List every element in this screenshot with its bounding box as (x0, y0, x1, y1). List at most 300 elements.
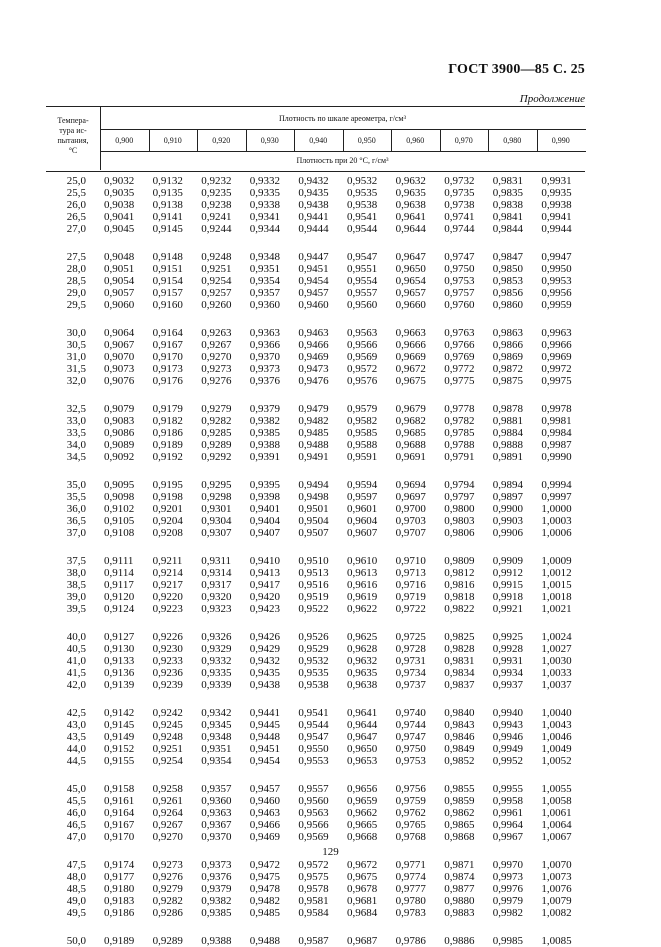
density-cell: 0,9151 (152, 263, 183, 275)
density-cell: 0,9641 (347, 707, 378, 719)
density-cell: 0,9891 (492, 451, 524, 463)
temperature-cell: 28,0 (66, 263, 86, 275)
density-cell: 0,9083 (104, 415, 135, 427)
density-cell: 1,0040 (541, 707, 572, 719)
density-cell: 0,9979 (492, 895, 524, 907)
temperature-cell: 27,5 (66, 251, 86, 263)
density-cell: 0,9877 (444, 883, 475, 895)
density-cell: 0,9812 (444, 567, 475, 579)
density-cell: 0,9756 (395, 783, 426, 795)
density-cell: 0,9445 (249, 719, 281, 731)
density-cell: 0,9173 (152, 363, 183, 375)
density-cell: 0,9774 (395, 871, 426, 883)
density-cell: 0,9120 (104, 591, 135, 603)
density-cell: 0,9276 (152, 871, 183, 883)
density-cell: 0,9797 (444, 491, 475, 503)
density-cell: 0,9420 (249, 591, 281, 603)
density-cell: 0,9079 (104, 403, 135, 415)
density-cell: 0,9970 (492, 859, 524, 871)
density-cell: 0,9931 (492, 655, 524, 667)
temperature-cell: 42,0 (66, 679, 86, 691)
density-cell: 0,9800 (444, 503, 475, 515)
density-cell: 0,9547 (298, 731, 329, 743)
column-header: 0,930 (260, 136, 279, 145)
table-row (46, 503, 585, 515)
density-cell: 0,9263 (201, 327, 232, 339)
temperature-cell: 32,0 (66, 375, 86, 387)
density-cell: 0,9239 (152, 679, 183, 691)
table-row (46, 427, 585, 439)
density-cell: 0,9098 (104, 491, 135, 503)
density-cell: 1,0024 (541, 631, 572, 643)
density-cell: 0,9653 (347, 755, 378, 767)
table-row (46, 567, 585, 579)
temperature-cell: 31,5 (66, 363, 86, 375)
density-cell: 0,9526 (298, 631, 329, 643)
density-cell: 0,9628 (347, 643, 378, 655)
density-cell: 0,9647 (347, 731, 378, 743)
density-cell: 0,9264 (152, 807, 183, 819)
temperature-cell: 38,5 (66, 579, 86, 591)
density-cell: 0,9853 (492, 275, 524, 287)
density-cell: 0,9588 (347, 439, 378, 451)
density-cell: 0,9594 (347, 479, 378, 491)
density-cell: 0,9685 (395, 427, 426, 439)
density-cell: 0,9441 (249, 707, 281, 719)
density-cell: 0,9466 (298, 339, 329, 351)
density-cell: 0,9217 (152, 579, 183, 591)
density-cell: 0,9847 (492, 251, 524, 263)
density-cell: 0,9656 (347, 783, 378, 795)
density-cell: 0,9554 (347, 275, 378, 287)
density-cell: 0,9560 (347, 299, 378, 311)
density-cell: 0,9519 (298, 591, 329, 603)
density-cell: 0,9731 (395, 655, 426, 667)
density-cell: 0,9866 (492, 339, 524, 351)
density-cell: 0,9041 (104, 211, 135, 223)
column-header: 0,970 (454, 136, 473, 145)
density-cell: 0,9579 (347, 403, 378, 415)
density-cell: 0,9707 (395, 527, 426, 539)
table-row (46, 603, 585, 615)
table-row (46, 275, 585, 287)
density-cell: 0,9469 (298, 351, 329, 363)
temperature-cell: 39,5 (66, 603, 86, 615)
temperature-cell: 42,5 (66, 707, 86, 719)
density-cell: 0,9719 (395, 591, 426, 603)
density-cell: 0,9657 (395, 287, 426, 299)
temperature-cell: 45,0 (66, 783, 86, 795)
table-row (46, 795, 585, 807)
density-cell: 0,9251 (152, 743, 183, 755)
density-cell: 0,9167 (152, 339, 183, 351)
temperature-cell: 25,0 (66, 175, 86, 187)
table-row (46, 375, 585, 387)
density-cell: 0,9155 (104, 755, 135, 767)
density-cell: 0,9413 (249, 567, 281, 579)
density-cell: 0,9551 (347, 263, 378, 275)
density-cell: 0,9868 (444, 831, 475, 843)
density-cell: 0,9245 (152, 719, 183, 731)
temperature-cell: 31,0 (66, 351, 86, 363)
density-cell: 0,9258 (152, 783, 183, 795)
density-cell: 0,9641 (395, 211, 426, 223)
density-cell: 0,9488 (249, 935, 281, 947)
density-cell: 0,9632 (395, 175, 426, 187)
density-cell: 0,9838 (492, 199, 524, 211)
density-cell: 0,9532 (347, 175, 378, 187)
density-cell: 1,0085 (541, 935, 572, 947)
temperature-cell: 34,5 (66, 451, 86, 463)
density-cell: 0,9735 (444, 187, 475, 199)
density-cell: 0,9479 (298, 403, 329, 415)
column-divider (537, 129, 538, 151)
density-cell: 0,9934 (492, 667, 524, 679)
density-cell: 0,9067 (104, 339, 135, 351)
column-divider (440, 129, 441, 151)
density-cell: 0,9665 (347, 819, 378, 831)
density-cell: 0,9703 (395, 515, 426, 527)
density-cell: 0,9448 (249, 731, 281, 743)
density-cell: 0,9935 (541, 187, 572, 199)
density-cell: 0,9341 (249, 211, 281, 223)
density-cell: 1,0046 (541, 731, 572, 743)
density-cell: 0,9906 (492, 527, 524, 539)
density-cell: 0,9170 (104, 831, 135, 843)
density-cell: 0,9158 (104, 783, 135, 795)
density-cell: 0,9529 (298, 643, 329, 655)
density-cell: 0,9236 (152, 667, 183, 679)
density-cell: 0,9451 (298, 263, 329, 275)
density-cell: 0,9843 (444, 719, 475, 731)
density-cell: 0,9232 (201, 175, 232, 187)
density-cell: 0,9366 (249, 339, 281, 351)
density-cell: 0,9915 (492, 579, 524, 591)
density-cell: 0,9883 (444, 907, 475, 919)
table-row (46, 175, 585, 187)
density-cell: 0,9762 (395, 807, 426, 819)
density-cell: 0,9388 (249, 439, 281, 451)
temperature-cell: 26,0 (66, 199, 86, 211)
density-cell: 0,9946 (492, 731, 524, 743)
density-cell: 0,9659 (347, 795, 378, 807)
density-cell: 1,0061 (541, 807, 572, 819)
temperature-cell: 25,5 (66, 187, 86, 199)
temperature-header-line: Темпера- (57, 116, 89, 125)
density-cell: 0,9663 (395, 327, 426, 339)
density-cell: 0,9060 (104, 299, 135, 311)
density-cell: 0,9235 (201, 187, 232, 199)
density-cell: 0,9697 (395, 491, 426, 503)
density-cell: 0,9472 (249, 859, 281, 871)
density-cell: 0,9444 (298, 223, 329, 235)
table-row (46, 591, 585, 603)
density-cell: 0,9177 (104, 871, 135, 883)
temperature-cell: 44,0 (66, 743, 86, 755)
density-cell: 1,0082 (541, 907, 572, 919)
temperature-cell: 27,0 (66, 223, 86, 235)
density-cell: 0,9809 (444, 555, 475, 567)
table-row (46, 907, 585, 919)
density-cell: 0,9566 (347, 339, 378, 351)
table-row (46, 403, 585, 415)
column-header: 0,980 (503, 136, 522, 145)
density-cell: 0,9763 (444, 327, 475, 339)
density-cell: 0,9984 (541, 427, 572, 439)
density-cell: 0,9538 (298, 679, 329, 691)
density-cell: 0,9888 (492, 439, 524, 451)
density-cell: 0,9688 (395, 439, 426, 451)
density-cell: 0,9616 (347, 579, 378, 591)
density-cell: 0,9045 (104, 223, 135, 235)
density-cell: 0,9504 (298, 515, 329, 527)
density-cell: 0,9859 (444, 795, 475, 807)
density-cell: 0,9482 (249, 895, 281, 907)
density-cell: 0,9351 (201, 743, 232, 755)
temperature-cell: 37,5 (66, 555, 86, 567)
density-cell: 0,9432 (298, 175, 329, 187)
density-cell: 0,9850 (492, 263, 524, 275)
density-cell: 0,9700 (395, 503, 426, 515)
density-cell: 0,9473 (298, 363, 329, 375)
density-cell: 0,9741 (444, 211, 475, 223)
density-cell: 0,9298 (201, 491, 232, 503)
density-cell: 0,9666 (395, 339, 426, 351)
table-row (46, 831, 585, 843)
density-cell: 0,9076 (104, 375, 135, 387)
density-cell: 0,9348 (201, 731, 232, 743)
density-cell: 0,9786 (395, 935, 426, 947)
density-cell: 0,9769 (444, 351, 475, 363)
table-row (46, 707, 585, 719)
density-cell: 0,9475 (249, 871, 281, 883)
density-cell: 0,9035 (104, 187, 135, 199)
density-cell: 0,9466 (249, 819, 281, 831)
density-cell: 1,0027 (541, 643, 572, 655)
density-cell: 0,9825 (444, 631, 475, 643)
table-row (46, 731, 585, 743)
temperature-cell: 50,0 (66, 935, 86, 947)
temperature-cell: 49,5 (66, 907, 86, 919)
temperature-column-header (46, 116, 100, 156)
column-header: 0,990 (551, 136, 570, 145)
density-cell: 0,9073 (104, 363, 135, 375)
density-cell: 0,9931 (541, 175, 572, 187)
temperature-cell: 43,5 (66, 731, 86, 743)
density-cell: 0,9947 (541, 251, 572, 263)
density-cell: 0,9969 (541, 351, 572, 363)
density-cell: 0,9354 (201, 755, 232, 767)
density-cell: 0,9482 (298, 415, 329, 427)
table-row (46, 363, 585, 375)
density-cell: 0,9382 (249, 415, 281, 427)
density-cell: 0,9782 (444, 415, 475, 427)
density-cell: 0,9576 (347, 375, 378, 387)
density-cell: 1,0070 (541, 859, 572, 871)
density-cell: 0,9385 (201, 907, 232, 919)
density-cell: 0,9357 (201, 783, 232, 795)
density-cell: 0,9943 (492, 719, 524, 731)
density-cell: 1,0058 (541, 795, 572, 807)
density-cell: 0,9102 (104, 503, 135, 515)
density-cell: 0,9557 (298, 783, 329, 795)
density-cell: 0,9964 (492, 819, 524, 831)
density-cell: 0,9760 (444, 299, 475, 311)
density-cell: 0,9572 (298, 859, 329, 871)
density-cell: 1,0009 (541, 555, 572, 567)
density-cell: 0,9373 (201, 859, 232, 871)
density-cell: 0,9682 (395, 415, 426, 427)
density-cell: 0,9289 (152, 935, 183, 947)
density-cell: 0,9846 (444, 731, 475, 743)
density-cell: 0,9211 (152, 555, 183, 567)
density-cell: 0,9108 (104, 527, 135, 539)
density-cell: 0,9220 (152, 591, 183, 603)
density-cell: 0,9130 (104, 643, 135, 655)
density-cell: 0,9382 (201, 895, 232, 907)
density-cell: 0,9940 (492, 707, 524, 719)
temperature-cell: 48,5 (66, 883, 86, 895)
density-cell: 0,9208 (152, 527, 183, 539)
column-header: 0,950 (357, 136, 376, 145)
density-cell: 0,9460 (298, 299, 329, 311)
density-cell: 0,9064 (104, 327, 135, 339)
table-row (46, 819, 585, 831)
density-cell: 0,9766 (444, 339, 475, 351)
density-cell: 0,9182 (152, 415, 183, 427)
density-cell: 0,9903 (492, 515, 524, 527)
density-cell: 0,9563 (298, 807, 329, 819)
density-cell: 0,9635 (347, 667, 378, 679)
table-row (46, 299, 585, 311)
density-cell: 0,9852 (444, 755, 475, 767)
column-divider (149, 129, 150, 151)
density-cell: 0,9681 (347, 895, 378, 907)
density-cell: 0,9541 (298, 707, 329, 719)
density-cell: 0,9644 (395, 223, 426, 235)
temperature-cell: 28,5 (66, 275, 86, 287)
density-cell: 0,9404 (249, 515, 281, 527)
density-cell: 0,9357 (249, 287, 281, 299)
table-row (46, 871, 585, 883)
density-cell: 0,9872 (492, 363, 524, 375)
density-cell: 0,9740 (395, 707, 426, 719)
density-cell: 0,9550 (298, 743, 329, 755)
density-cell: 0,9997 (541, 491, 572, 503)
density-cell: 1,0073 (541, 871, 572, 883)
density-cell: 0,9363 (249, 327, 281, 339)
density-cell: 0,9395 (249, 479, 281, 491)
density-cell: 0,9828 (444, 643, 475, 655)
density-cell: 0,9342 (201, 707, 232, 719)
density-cell: 0,9662 (347, 807, 378, 819)
table-row (46, 643, 585, 655)
table-row (46, 351, 585, 363)
density-cell: 0,9152 (104, 743, 135, 755)
density-cell: 0,9379 (201, 883, 232, 895)
density-cell: 0,9610 (347, 555, 378, 567)
density-cell: 0,9909 (492, 555, 524, 567)
density-cell: 0,9367 (201, 819, 232, 831)
density-cell: 0,9860 (492, 299, 524, 311)
table-row (46, 415, 585, 427)
density-cell: 0,9672 (347, 859, 378, 871)
density-cell: 0,9138 (152, 199, 183, 211)
density-cell: 0,9978 (541, 403, 572, 415)
density-cell: 0,9417 (249, 579, 281, 591)
density-cell: 0,9057 (104, 287, 135, 299)
density-cell: 0,9591 (347, 451, 378, 463)
density-cell: 0,9463 (298, 327, 329, 339)
density-cell: 0,9925 (492, 631, 524, 643)
density-cell: 0,9975 (541, 375, 572, 387)
density-cell: 0,9351 (249, 263, 281, 275)
density-cell: 0,9604 (347, 515, 378, 527)
density-cell: 0,9513 (298, 567, 329, 579)
table-row (46, 287, 585, 299)
density-cell: 0,9955 (492, 783, 524, 795)
density-cell: 0,9788 (444, 439, 475, 451)
table-row (46, 527, 585, 539)
density-cell: 0,9734 (395, 667, 426, 679)
density-cell: 0,9488 (298, 439, 329, 451)
table-row (46, 339, 585, 351)
density-cell: 0,9410 (249, 555, 281, 567)
table-row (46, 783, 585, 795)
density-cell: 0,9198 (152, 491, 183, 503)
density-cell: 0,9457 (298, 287, 329, 299)
temperature-cell: 26,5 (66, 211, 86, 223)
density-cell: 0,9678 (347, 883, 378, 895)
density-cell: 0,9691 (395, 451, 426, 463)
density-cell: 1,0067 (541, 831, 572, 843)
density-cell: 1,0049 (541, 743, 572, 755)
density-cell: 0,9195 (152, 479, 183, 491)
table-row (46, 327, 585, 339)
density-cell: 0,9737 (395, 679, 426, 691)
density-cell: 0,9254 (152, 755, 183, 767)
density-cell: 0,9032 (104, 175, 135, 187)
density-cell: 0,9186 (104, 907, 135, 919)
density-cell: 1,0043 (541, 719, 572, 731)
density-cell: 0,9242 (152, 707, 183, 719)
header-rule (100, 151, 586, 152)
density-cell: 0,9241 (201, 211, 232, 223)
density-cell: 0,9956 (541, 287, 572, 299)
temperature-cell: 33,5 (66, 427, 86, 439)
density-cell: 0,9949 (492, 743, 524, 755)
density-cell: 0,9376 (249, 375, 281, 387)
density-cell: 0,9463 (249, 807, 281, 819)
density-cell: 0,9672 (395, 363, 426, 375)
table-row (46, 667, 585, 679)
density-cell: 0,9750 (444, 263, 475, 275)
column-header: 0,920 (212, 136, 231, 145)
density-cell: 0,9541 (347, 211, 378, 223)
density-cell: 0,9304 (201, 515, 232, 527)
column-divider (391, 129, 392, 151)
density-cell: 0,9157 (152, 287, 183, 299)
table-row (46, 515, 585, 527)
density-cell: 0,9791 (444, 451, 475, 463)
density-cell: 0,9338 (249, 199, 281, 211)
density-cell: 0,9141 (152, 211, 183, 223)
density-cell: 0,9244 (201, 223, 232, 235)
table-row (46, 187, 585, 199)
density-cell: 0,9335 (249, 187, 281, 199)
density-cell: 1,0033 (541, 667, 572, 679)
density-cell: 0,9189 (152, 439, 183, 451)
